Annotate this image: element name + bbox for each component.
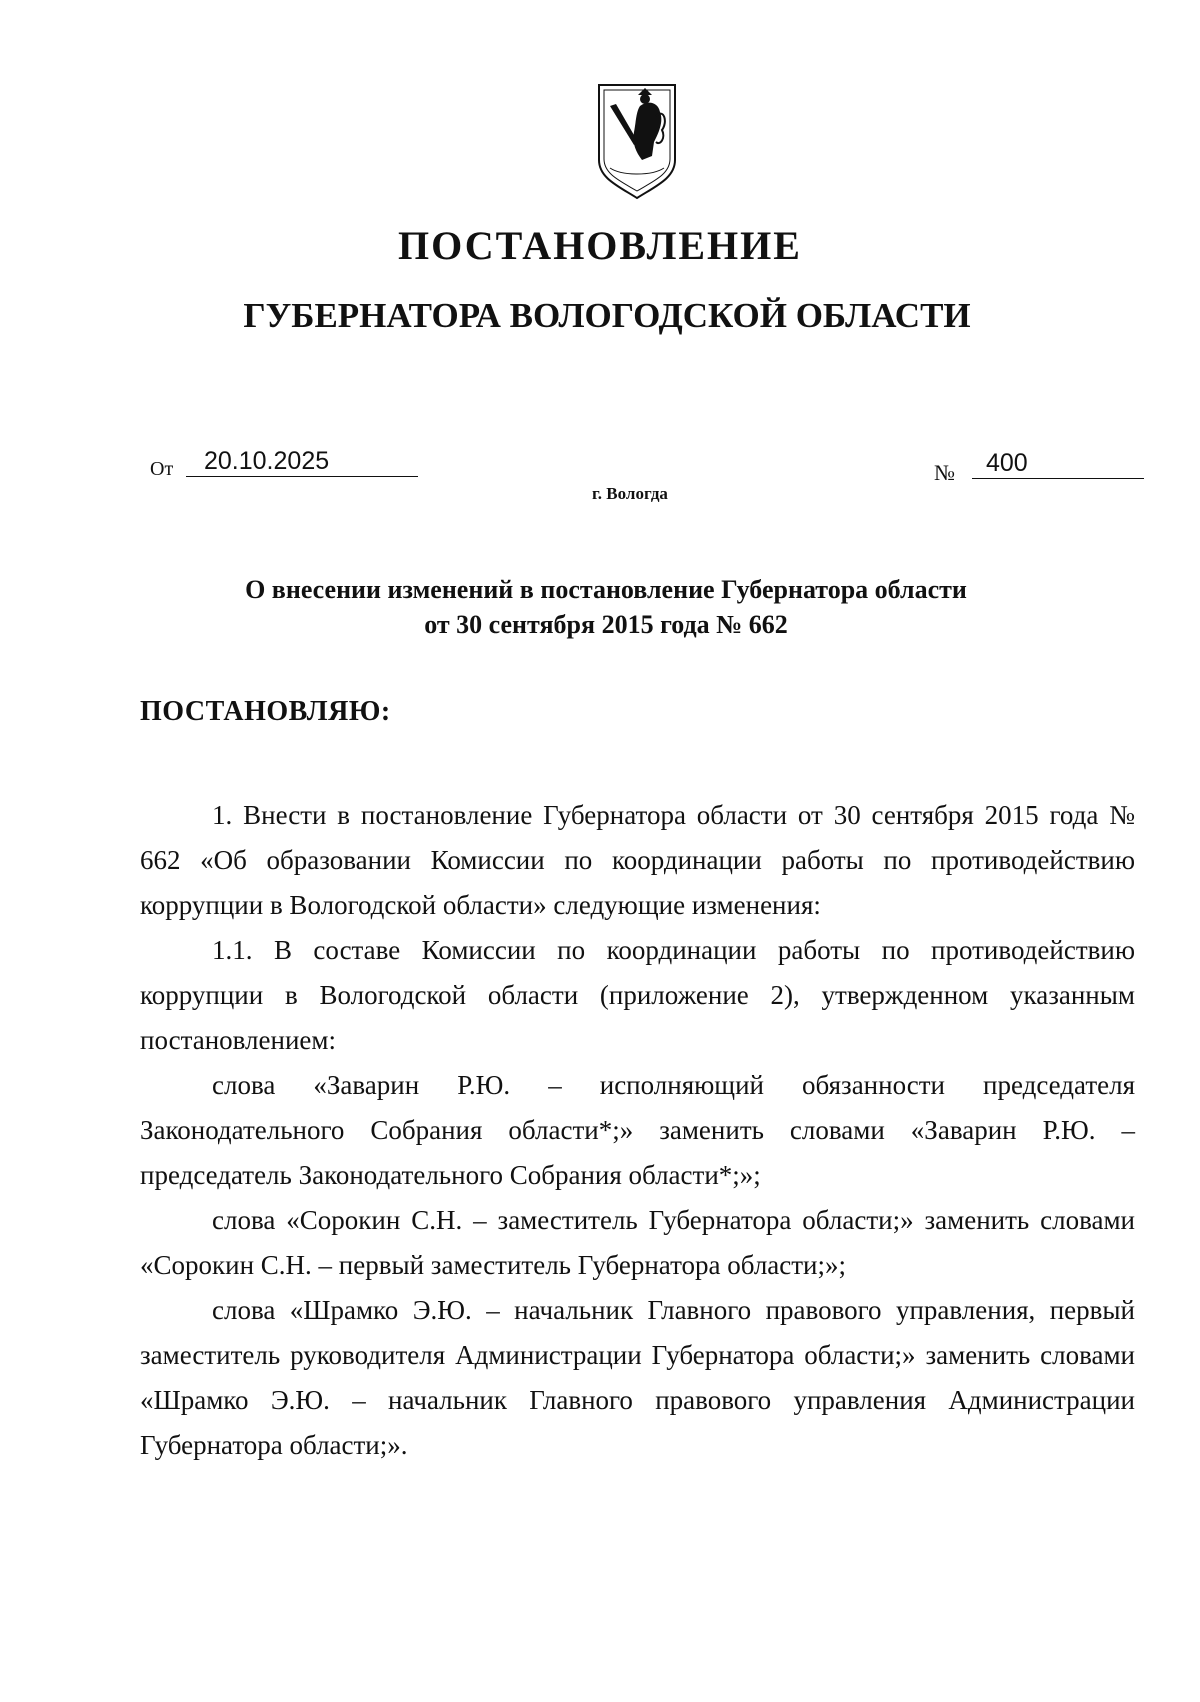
vologda-coat-of-arms-icon [596,82,678,200]
date-prefix: От [150,458,174,480]
document-subtitle: ГУБЕРНАТОРА ВОЛОГОДСКОЙ ОБЛАСТИ [243,296,971,335]
resolve-heading: ПОСТАНОВЛЯЮ: [140,696,391,727]
document-title: ПОСТАНОВЛЕНИЕ [398,223,802,268]
document-city: г. Вологда [592,484,668,503]
paragraph: слова «Сорокин С.Н. – заместитель Губернатора области;» заменить словами «Сорокин С.Н. – первый заместитель Губернатора области;»; [140,1205,1135,1280]
subject-line-2: от 30 сентября 2015 года № 662 [424,610,788,639]
document-date: 20.10.2025 [186,446,418,477]
document-number: 400 [972,448,1144,479]
number-prefix: № [934,460,955,485]
paragraph: 1. Внести в постановление Губернатора области от 30 сентября 2015 года № 662 «Об образовании Комиссии по координации работы по противодействию коррупции в Вологодской области» следующие изменения: [140,800,1135,920]
document-subject [0,572,1200,642]
paragraph: 1.1. В составе Комиссии по координации работы по противодействию коррупции в Вологодской области (приложение 2), утвержденном указанным постановлением: [140,935,1135,1055]
subject-line-1: О внесении изменений в постановление Губернатора области [245,575,967,604]
paragraph: слова «Шрамко Э.Ю. – начальник Главного правового управления, первый заместитель руководителя Администрации Губернатора области;» заменить словами «Шрамко Э.Ю. – начальник Главного правового управления Администрации Губернатора области;». [140,1295,1135,1460]
document-body [140,793,1135,1468]
paragraph: слова «Заварин Р.Ю. – исполняющий обязанности председателя Законодательного Собрания области*;» заменить словами «Заварин Р.Ю. – председатель Законодательного Собрания области*;»; [140,1070,1135,1190]
